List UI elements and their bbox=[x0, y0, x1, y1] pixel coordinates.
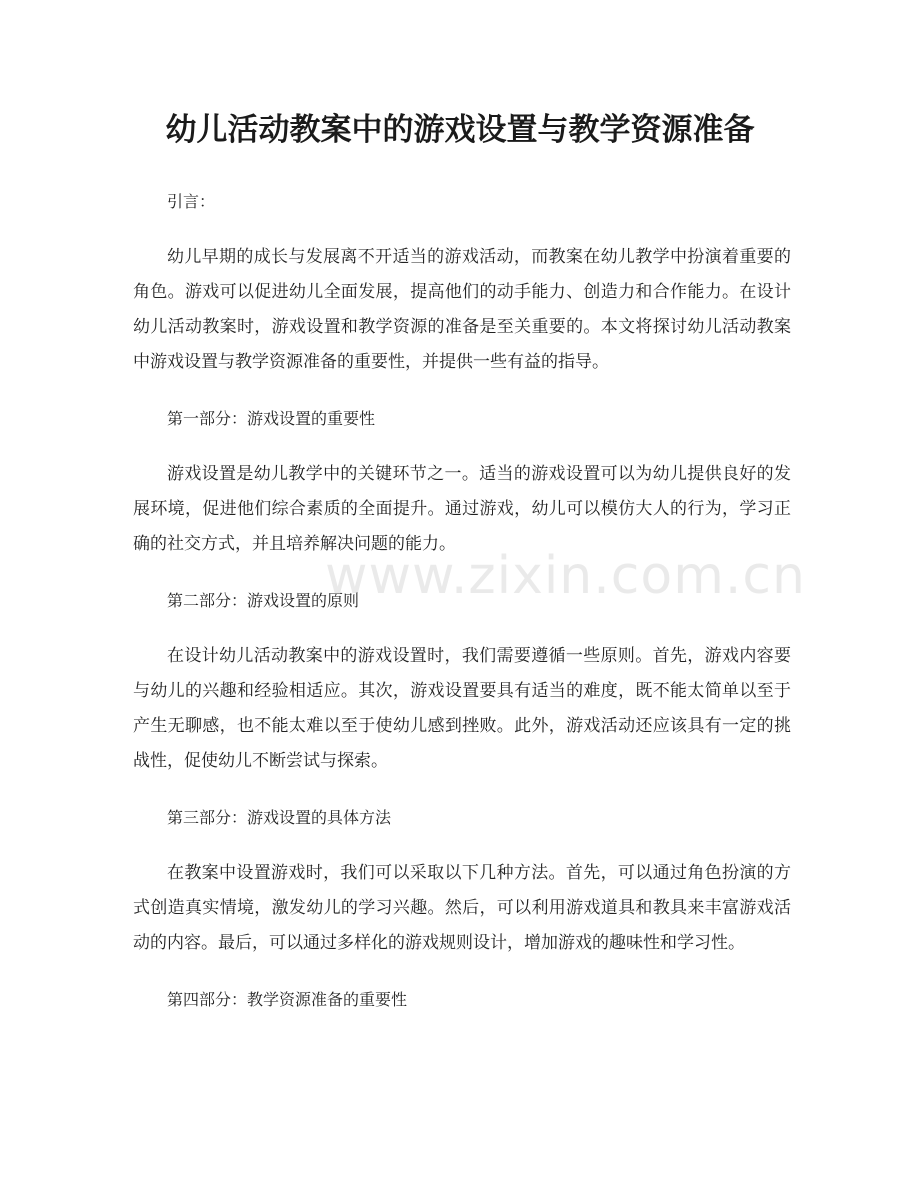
paragraph-part1: 游戏设置是幼儿教学中的关键环节之一。适当的游戏设置可以为幼儿提供良好的发展环境，促进他们综合素质的全面提升。通过游戏，幼儿可以模仿大人的行为，学习正确的社交方式，并且培养解决问题的能力。 bbox=[133, 464, 791, 554]
section-heading-part2: 第二部分：游戏设置的原则 bbox=[167, 591, 360, 610]
document-body bbox=[133, 184, 791, 1017]
section-heading-part1: 第一部分：游戏设置的重要性 bbox=[167, 409, 376, 428]
paragraph-part2: 在设计幼儿活动教案中的游戏设置时，我们需要遵循一些原则。首先，游戏内容要与幼儿的兴趣和经验相适应。其次，游戏设置要具有适当的难度，既不能太简单以至于产生无聊感，也不能太难以至于使幼儿感到挫败。此外，游戏活动还应该具有一定的挑战性，促使幼儿不断尝试与探索。 bbox=[133, 646, 791, 771]
section-heading-part3: 第三部分：游戏设置的具体方法 bbox=[167, 808, 392, 827]
section-heading-intro: 引言： bbox=[167, 192, 216, 211]
paragraph-intro: 幼儿早期的成长与发展离不开适当的游戏活动，而教案在幼儿教学中扮演着重要的角色。游戏可以促进幼儿全面发展，提高他们的动手能力、创造力和合作能力。在设计幼儿活动教案时，游戏设置和教学资源的准备是至关重要的。本文将探讨幼儿活动教案中游戏设置与教学资源准备的重要性，并提供一些有益的指导。 bbox=[133, 247, 791, 372]
paragraph-part3: 在教案中设置游戏时，我们可以采取以下几种方法。首先，可以通过角色扮演的方式创造真实情境，激发幼儿的学习兴趣。然后，可以利用游戏道具和教具来丰富游戏活动的内容。最后，可以通过多样化的游戏规则设计，增加游戏的趣味性和学习性。 bbox=[133, 863, 791, 953]
document-title: 幼儿活动教案中的游戏设置与教学资源准备 bbox=[165, 112, 755, 148]
watermark: www.zixin.com.cn bbox=[325, 546, 806, 606]
section-heading-part4: 第四部分：教学资源准备的重要性 bbox=[167, 990, 408, 1009]
